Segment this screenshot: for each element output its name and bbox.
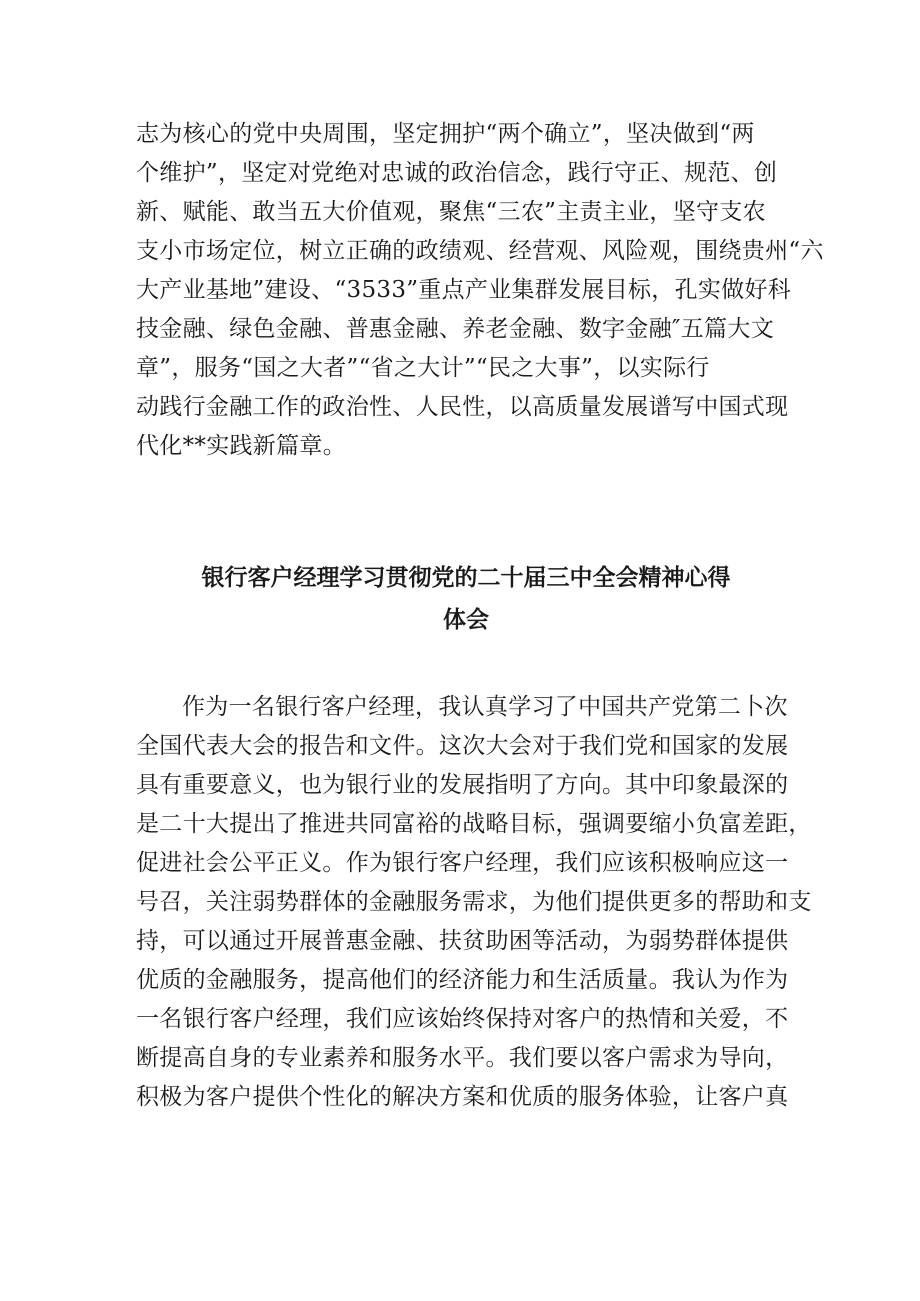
body-paragraph — [136, 688, 812, 1117]
text-line: 一名银行客户经理，我们应该始终保持对客户的热情和关爱，不 — [136, 1006, 789, 1032]
text-line: 动践行金融工作的政治性、人民性，以高质量发展谱写中国式现 — [136, 394, 789, 420]
text-line: 具有重要意义，也为银行业的发展指明了方向。其中印象最深的 — [136, 772, 789, 798]
text-line: 新、赋能、敢当五大价值观，聚焦“三农”主责主业，坚守支农 — [136, 199, 766, 225]
text-line: 大产业基地”建设、“3533”重点产业集群发展目标，孔实做好科 — [136, 277, 792, 303]
text-line: 全国代表大会的报告和文件。这次大会对于我们党和国家的发展 — [136, 733, 789, 759]
text-line: 是二十大提出了推进共同富裕的战略目标，强调要缩小负富差距， — [136, 811, 812, 837]
text-line: 章”，服务“国之大者”“省之大计”“民之大事”，以实际行 — [136, 355, 710, 381]
text-line: 断提高自身的专业素养和服务水平。我们要以客户需求为导向， — [136, 1045, 789, 1071]
text-line: 代化**实践新篇章。 — [136, 433, 346, 459]
text-line: 志为核心的党中央周围，坚定拥护“两个确立”，坚决做到“两 — [136, 121, 755, 147]
text-line: 个维护”，坚定对党绝对忠诚的政治信念，践行守正、规范、创 — [136, 160, 778, 186]
section-title-line: 体会 — [443, 607, 489, 633]
text-line: 积极为客户提供个性化的解决方案和优质的服务体验，让客户真 — [136, 1084, 789, 1110]
text-line: 作为一名银行客户经理，我认真学习了中国共产党第二卜次 — [182, 694, 788, 720]
section-title-line: 银行客户经理学习贯彻党的二十届三中全会精神心得 — [201, 565, 731, 591]
text-line: 号召，关注弱势群体的金融服务需求，为他们提供更多的帮助和支 — [136, 889, 812, 915]
text-line: 持，可以通过开展普惠金融、扶贫助困等活动，为弱势群体提供 — [136, 928, 789, 954]
paragraph-continued — [136, 115, 824, 466]
text-line: 促进社会公平正义。作为银行客户经理，我们应该积极响应这一 — [136, 850, 789, 876]
text-line: 优质的金融服务，提高他们的经济能力和生活质量。我认为作为 — [136, 967, 789, 993]
section-title — [136, 557, 796, 641]
text-line: 支小市场定位，树立正确的政绩观、经营观、风险观，围绕贵州“六 — [136, 238, 824, 264]
text-line: 技金融、绿色金融、普惠金融、养老金融、数字金融″五篇大文 — [136, 316, 774, 342]
